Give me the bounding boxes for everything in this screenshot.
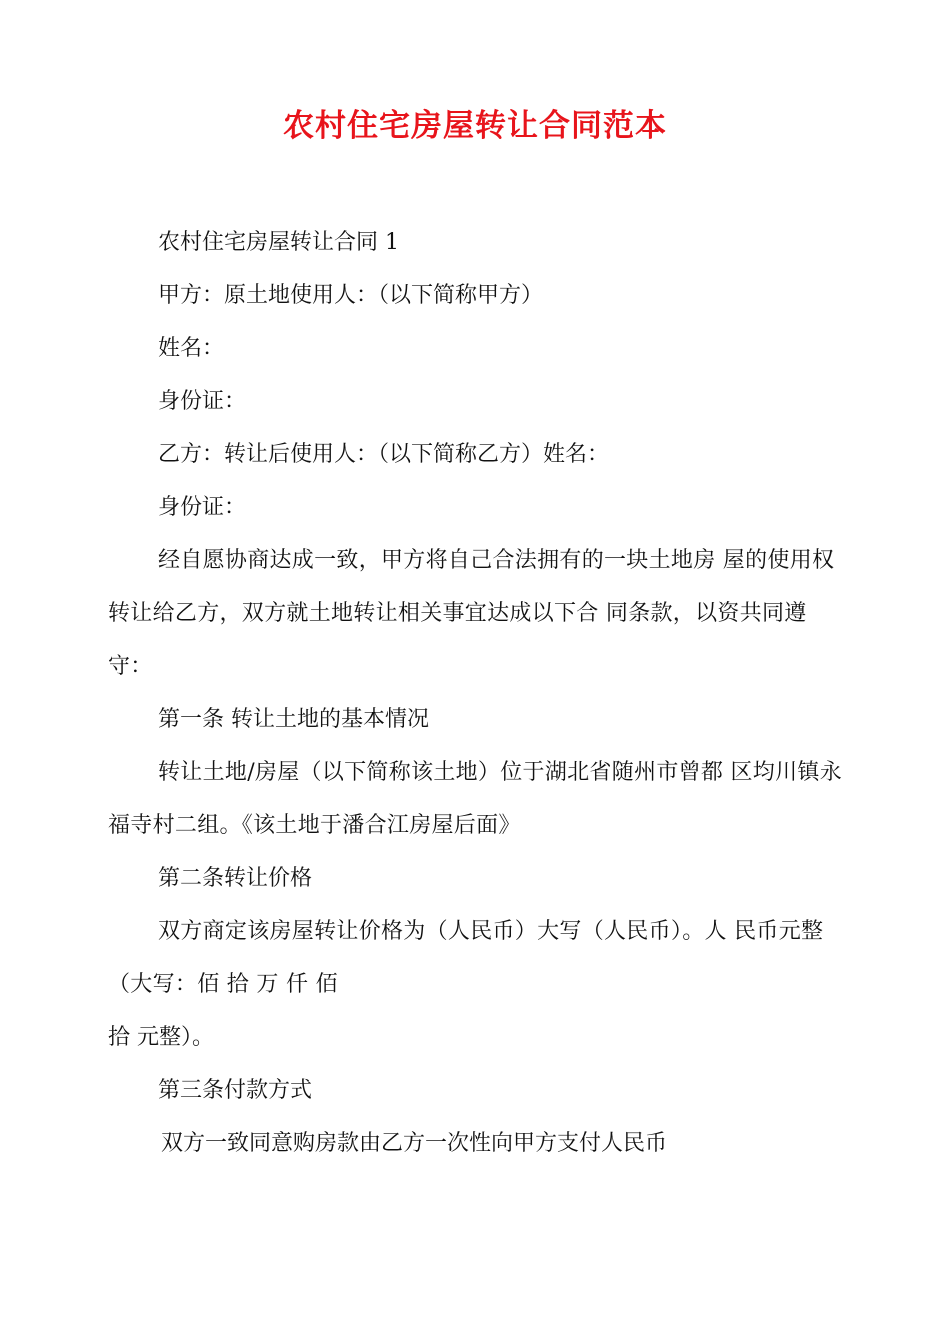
- document-body: [108, 216, 843, 1170]
- party-a-line: 甲方：原土地使用人：（以下简称甲方）: [158, 283, 544, 308]
- article-2-paragraph: 双方商定该房屋转让价格为（人民币）大写（人民币）。人 民币元整（大写：佰 拾 万 仟 佰: [108, 919, 824, 997]
- article-2-paragraph-end: 拾 元整）。: [108, 1025, 214, 1050]
- preamble-paragraph: 经自愿协商达成一致，甲方将自己合法拥有的一块土地房 屋的使用权转让给乙方，双方就土地转让相关事宜达成以下合 同条款，以资共同遵守：: [108, 548, 835, 679]
- article-3-paragraph: 双方一致同意购房款由乙方一次性向甲方支付人民币: [161, 1131, 668, 1156]
- party-a-name: 姓名：: [158, 336, 225, 361]
- article-3-heading: 第三条付款方式: [158, 1078, 313, 1103]
- document-title: 农村住宅房屋转让合同范本: [283, 108, 667, 144]
- article-2-heading: 第二条转让价格: [158, 866, 313, 891]
- party-a-id: 身份证：: [158, 389, 247, 414]
- article-1-paragraph: 转让土地/房屋（以下简称该土地）位于湖北省随州市曾都 区均川镇永福寺村二组。《该土地于潘合江房屋后面》: [108, 760, 843, 838]
- article-1-heading: 第一条 转让土地的基本情况: [158, 707, 429, 732]
- party-b-id: 身份证：: [158, 495, 247, 520]
- party-b-line: 乙方：转让后使用人：（以下简称乙方）姓名：: [158, 442, 610, 467]
- contract-heading: 农村住宅房屋转让合同 1: [158, 230, 399, 255]
